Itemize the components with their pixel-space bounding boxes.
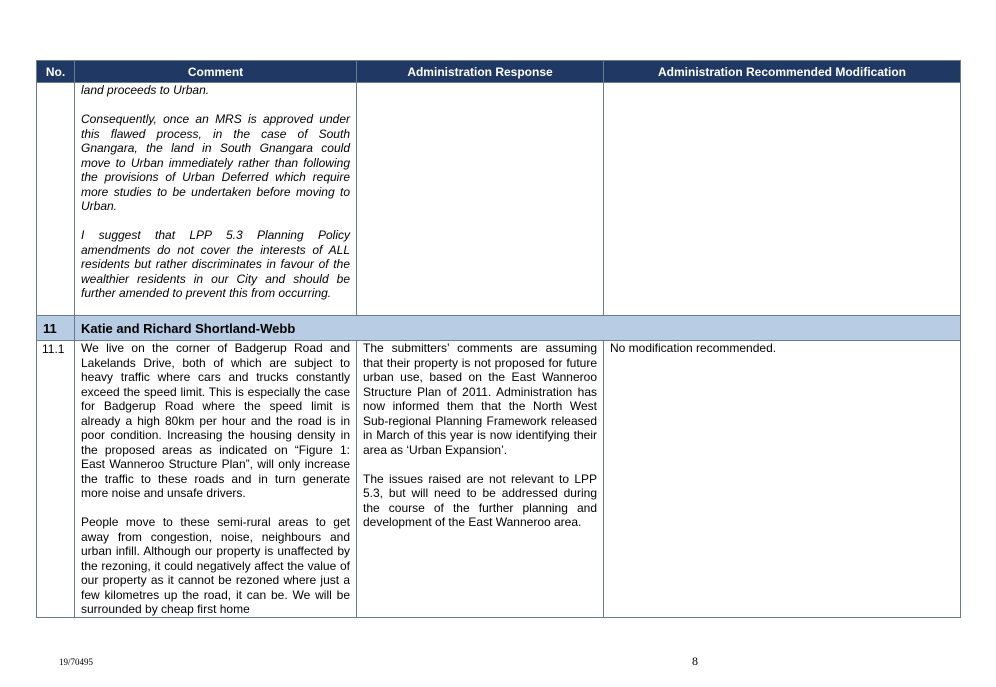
cell-response <box>357 341 604 618</box>
page-number: 8 <box>692 654 698 668</box>
cell-modification <box>604 341 961 618</box>
cell-no <box>37 83 75 316</box>
response-paragraph: The submitters’ comments are assuming that their property is not proposed for future urban use, based on the East Wanneroo Structure Plan of 2011. Administration has now informed them that the North West Sub-regional Planning Framework released in March of this year is now identifying their area as ‘Urban Expansion’. <box>363 341 597 457</box>
comment-paragraph: Consequently, once an MRS is approved under this flawed process, in the case of South Gnangara, the land in South Gnangara could move to Urban immediately rather than following the provisions of Urban Deferred which require more studies to be undertaken before moving to Urban. <box>81 112 350 213</box>
section-row <box>37 316 961 341</box>
comment-paragraph: People move to these semi-rural areas to get away from congestion, noise, neighbours and urban infill. Although our property is unaffected by the rezoning, it could negatively affect the value of our property as it cannot be rezoned where just a few kilometres up the road, it can be. We will be surrounded by cheap first home <box>81 515 350 616</box>
modification-text: No modification recommended. <box>610 341 777 355</box>
cell-response <box>357 83 604 316</box>
header-comment: Comment <box>75 61 357 83</box>
row-number: 11.1 <box>42 342 65 356</box>
table-row <box>37 341 961 618</box>
cell-modification <box>604 83 961 316</box>
document-reference: 19/70495 <box>59 657 94 667</box>
cell-comment <box>75 83 357 316</box>
header-admin-response: Administration Response <box>357 61 604 83</box>
submissions-table <box>36 60 961 618</box>
table-row-continuation <box>37 83 961 316</box>
comment-paragraph: land proceeds to Urban. <box>81 83 210 97</box>
cell-no <box>37 341 75 618</box>
comment-paragraph: We live on the corner of Badgerup Road and Lakelands Drive, both of which are subject to heavy traffic where cars and trucks constantly exceed the speed limit. This is especially the case for Badgerup Road where the speed limit is already a high 80km per hour and the road is in poor condition. Increasing the housing density in the proposed areas as indicated on “Figure 1: East Wanneroo Structure Plan”, will only increase the traffic to these roads and in turn generate more noise and unsafe drivers. <box>81 341 350 500</box>
table-header-row <box>37 61 961 83</box>
cell-comment <box>75 341 357 618</box>
header-no: No. <box>37 61 75 83</box>
section-title: Katie and Richard Shortland-Webb <box>75 316 961 341</box>
header-admin-modification: Administration Recommended Modification <box>604 61 961 83</box>
comment-paragraph: I suggest that LPP 5.3 Planning Policy amendments do not cover the interests of ALL residents but rather discriminates in favour of the wealthier residents in our City and should be further amended to prevent this from occurring. <box>81 228 350 300</box>
response-paragraph: The issues raised are not relevant to LPP 5.3, but will need to be addressed during the course of the further planning and development of the East Wanneroo area. <box>363 471 597 529</box>
section-number: 11 <box>37 316 75 341</box>
